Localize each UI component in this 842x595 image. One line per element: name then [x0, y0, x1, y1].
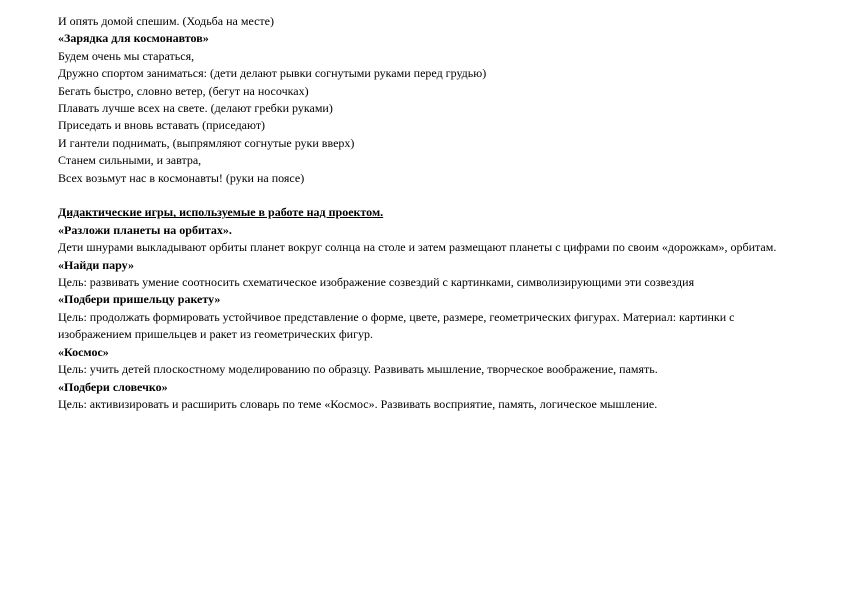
warmup-line: Всех возьмут нас в космонавты! (руки на поясе): [58, 170, 305, 185]
game-description: Дети шнурами выкладывают орбиты планет вокруг солнца на столе и затем размещают планеты с цифрами по своим «дорожкам», орбитам.: [58, 240, 777, 255]
warmup-line: Дружно спортом заниматься: (дети делают рывки согнутыми руками перед грудью): [58, 66, 487, 81]
warmup-line: Будем очень мы стараться,: [58, 48, 195, 63]
warmup-line: Плавать лучше всех на свете. (делают гребки руками): [58, 101, 333, 116]
warmup-line: Бегать быстро, словно ветер, (бегут на носочках): [58, 83, 309, 98]
warmup-line-top: И опять домой спешим. (Ходьба на месте): [58, 14, 274, 28]
games-heading: Дидактические игры, используемые в работе над проектом.: [58, 205, 384, 220]
game-description: Цель: активизировать и расширить словарь по теме «Космос». Развивать восприятие, память, логическое мышление.: [58, 396, 658, 411]
game-description: Цель: развивать умение соотносить схематическое изображение созвездий с картинками, символизирующими эти созвездия: [58, 275, 695, 290]
game-title: «Найди пару»: [58, 257, 134, 272]
game-title: «Подбери словечко»: [58, 379, 168, 394]
game-description: Цель: учить детей плоскостному моделированию по образцу. Развивать мышление, творческое воображение, память.: [58, 362, 658, 377]
warmup-line: Станем сильными, и завтра,: [58, 153, 202, 168]
paragraph-spacer: [58, 187, 798, 204]
warmup-line: И гантели поднимать, (выпрямляют согнутые руки вверх): [58, 135, 355, 150]
game-description: Цель: продолжать формировать устойчивое представление о форме, цвете, размере, геометрических фигурах. Материал: картинки с изображением пришельцев и ракет из геометрических фигур.: [58, 309, 735, 342]
warmup-line: Приседать и вновь вставать (приседают): [58, 118, 266, 133]
game-title: «Подбери пришельцу ракету»: [58, 292, 221, 307]
document-text: [58, 13, 798, 413]
game-title: «Космос»: [58, 344, 109, 359]
game-title: «Разложи планеты на орбитах».: [58, 222, 232, 237]
warmup-title: «Зарядка для космонавтов»: [58, 31, 209, 46]
